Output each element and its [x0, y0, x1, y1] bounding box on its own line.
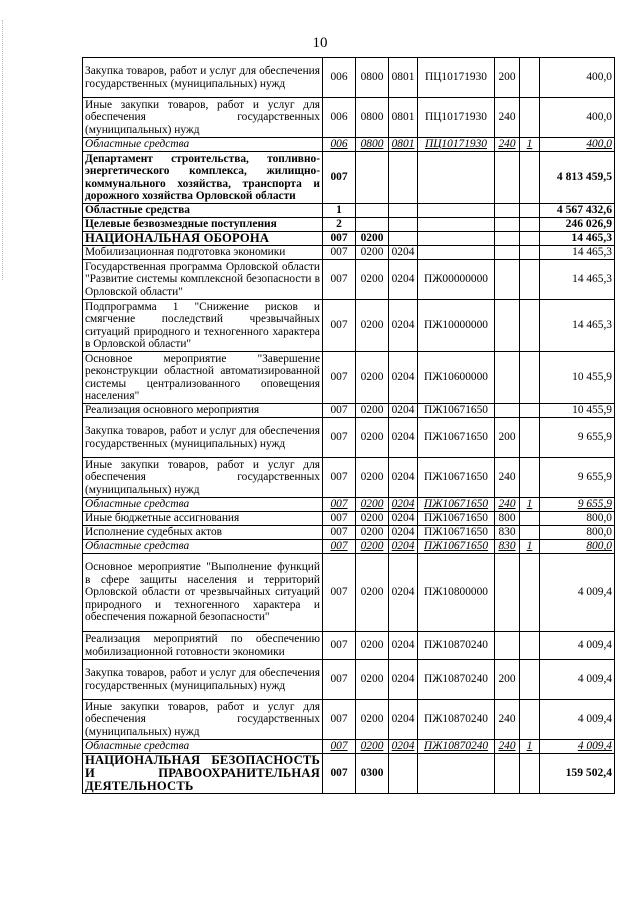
row-expense-kind [495, 632, 520, 660]
row-section-code [356, 204, 389, 218]
table-row [83, 152, 615, 204]
row-target-article: ПЖ10671650 [418, 512, 495, 526]
row-org-code: 1 [323, 204, 356, 218]
row-expense-kind: 240 [495, 138, 520, 152]
row-amount: 400,0 [540, 98, 615, 138]
row-funding-source [520, 660, 540, 700]
row-org-code: 007 [323, 498, 356, 512]
row-expense-kind: 240 [495, 700, 520, 740]
row-subsection-code: 0801 [389, 98, 418, 138]
row-section-code: 0200 [356, 404, 389, 418]
table-row [83, 418, 615, 458]
row-target-article: ПЖ10671650 [418, 418, 495, 458]
row-subsection-code: 0204 [389, 700, 418, 740]
row-amount: 10 455,9 [540, 404, 615, 418]
row-expense-kind: 200 [495, 418, 520, 458]
row-expense-kind [495, 246, 520, 260]
row-subsection-code: 0204 [389, 660, 418, 700]
row-expense-kind: 240 [495, 498, 520, 512]
row-subsection-code: 0204 [389, 246, 418, 260]
table-row [83, 98, 615, 138]
row-subsection-code: 0801 [389, 58, 418, 98]
row-name: Целевые безвозмездные поступления [83, 218, 323, 232]
row-funding-source [520, 700, 540, 740]
row-org-code: 007 [323, 404, 356, 418]
row-section-code: 0200 [356, 740, 389, 754]
table-row [83, 352, 615, 404]
row-subsection-code: 0204 [389, 300, 418, 352]
row-funding-source: 1 [520, 138, 540, 152]
row-name: Закупка товаров, работ и услуг для обеспечения государственных (муниципальных) нужд [83, 58, 323, 98]
row-target-article [418, 246, 495, 260]
table-row [83, 540, 615, 554]
row-org-code: 007 [323, 352, 356, 404]
row-name: Основное мероприятие "Выполнение функций в сфере защиты населения и территорий Орловской области от чрезвычайных ситуаций природного и техногенного характера и обеспечения пожарной безопасности" [83, 554, 323, 632]
row-funding-source: 1 [520, 540, 540, 554]
row-target-article: ПЖ10600000 [418, 352, 495, 404]
row-target-article: ПЖ10671650 [418, 540, 495, 554]
table-row [83, 58, 615, 98]
row-subsection-code: 0204 [389, 418, 418, 458]
table-row [83, 404, 615, 418]
row-amount: 10 455,9 [540, 352, 615, 404]
table-row [83, 526, 615, 540]
table-row [83, 232, 615, 246]
table-row [83, 512, 615, 526]
row-expense-kind: 240 [495, 740, 520, 754]
row-expense-kind [495, 352, 520, 404]
row-target-article [418, 232, 495, 246]
row-funding-source [520, 754, 540, 794]
row-target-article: ПЖ10870240 [418, 700, 495, 740]
row-amount: 246 026,9 [540, 218, 615, 232]
row-org-code: 007 [323, 700, 356, 740]
row-funding-source [520, 260, 540, 300]
row-name: Иные закупки товаров, работ и услуг для обеспечения государственных (муниципальных) нужд [83, 700, 323, 740]
row-name: Областные средства [83, 540, 323, 554]
row-org-code: 007 [323, 458, 356, 498]
row-target-article: ПЖ10870240 [418, 632, 495, 660]
row-section-code: 0200 [356, 300, 389, 352]
row-section-code [356, 152, 389, 204]
row-subsection-code: 0204 [389, 740, 418, 754]
row-subsection-code: 0801 [389, 138, 418, 152]
row-expense-kind [495, 754, 520, 794]
table-row [83, 246, 615, 260]
row-expense-kind: 240 [495, 98, 520, 138]
row-subsection-code [389, 218, 418, 232]
row-target-article: ПЖ10671650 [418, 404, 495, 418]
budget-table-body [83, 58, 615, 794]
row-expense-kind [495, 218, 520, 232]
row-expense-kind [495, 260, 520, 300]
row-target-article [418, 152, 495, 204]
row-org-code: 006 [323, 58, 356, 98]
row-funding-source [520, 352, 540, 404]
row-target-article: ПЖ10800000 [418, 554, 495, 632]
row-funding-source [520, 58, 540, 98]
row-name: Подпрограмма 1 "Снижение рисков и смягчение последствий чрезвычайных ситуаций природного и техногенного характера в Орловской области" [83, 300, 323, 352]
row-expense-kind: 200 [495, 660, 520, 700]
row-subsection-code: 0204 [389, 554, 418, 632]
row-target-article: ПЖ10671650 [418, 498, 495, 512]
table-row [83, 218, 615, 232]
row-amount: 9 655,9 [540, 458, 615, 498]
scan-edge-marks [2, 20, 6, 280]
row-amount: 4 813 459,5 [540, 152, 615, 204]
table-row [83, 632, 615, 660]
row-funding-source [520, 458, 540, 498]
row-amount: 4 009,4 [540, 660, 615, 700]
table-row [83, 300, 615, 352]
row-amount: 800,0 [540, 540, 615, 554]
row-org-code: 007 [323, 246, 356, 260]
row-org-code: 006 [323, 138, 356, 152]
row-expense-kind [495, 554, 520, 632]
table-row [83, 260, 615, 300]
row-section-code: 0200 [356, 458, 389, 498]
row-subsection-code: 0204 [389, 540, 418, 554]
row-org-code: 007 [323, 512, 356, 526]
row-section-code: 0200 [356, 246, 389, 260]
row-name: Государственная программа Орловской области "Развитие системы комплексной безопасности в Орловской области" [83, 260, 323, 300]
row-funding-source [520, 218, 540, 232]
row-expense-kind [495, 152, 520, 204]
row-funding-source [520, 554, 540, 632]
table-row [83, 498, 615, 512]
row-subsection-code: 0204 [389, 512, 418, 526]
row-subsection-code: 0204 [389, 526, 418, 540]
row-section-code: 0200 [356, 498, 389, 512]
row-section-code: 0200 [356, 540, 389, 554]
row-expense-kind: 830 [495, 540, 520, 554]
row-amount: 800,0 [540, 526, 615, 540]
row-amount: 14 465,3 [540, 260, 615, 300]
table-row [83, 754, 615, 794]
row-target-article: ПЖ10870240 [418, 740, 495, 754]
row-name: Иные бюджетные ассигнования [83, 512, 323, 526]
row-expense-kind [495, 404, 520, 418]
row-section-code: 0200 [356, 660, 389, 700]
row-target-article: ПЖ10671650 [418, 458, 495, 498]
row-expense-kind: 200 [495, 58, 520, 98]
row-name: НАЦИОНАЛЬНАЯ БЕЗОПАСНОСТЬ И ПРАВООХРАНИТЕЛЬНАЯ ДЕЯТЕЛЬНОСТЬ [83, 754, 323, 794]
row-section-code: 0200 [356, 352, 389, 404]
row-funding-source [520, 526, 540, 540]
row-amount: 4 567 432,6 [540, 204, 615, 218]
row-amount: 9 655,9 [540, 418, 615, 458]
row-name: Закупка товаров, работ и услуг для обеспечения государственных (муниципальных) нужд [83, 660, 323, 700]
row-amount: 4 009,4 [540, 632, 615, 660]
row-expense-kind [495, 204, 520, 218]
row-org-code: 007 [323, 260, 356, 300]
row-section-code: 0300 [356, 754, 389, 794]
row-funding-source: 1 [520, 498, 540, 512]
row-name: Областные средства [83, 204, 323, 218]
row-funding-source [520, 232, 540, 246]
row-subsection-code [389, 152, 418, 204]
row-amount: 9 655,9 [540, 498, 615, 512]
row-target-article: ПЖ10870240 [418, 660, 495, 700]
row-subsection-code [389, 754, 418, 794]
row-section-code: 0200 [356, 512, 389, 526]
row-section-code: 0200 [356, 232, 389, 246]
table-row [83, 700, 615, 740]
row-section-code: 0200 [356, 526, 389, 540]
row-funding-source [520, 632, 540, 660]
row-funding-source [520, 204, 540, 218]
row-name: Областные средства [83, 740, 323, 754]
row-funding-source [520, 98, 540, 138]
row-target-article: ПЦ10171930 [418, 58, 495, 98]
row-target-article: ПЖ00000000 [418, 260, 495, 300]
row-section-code: 0800 [356, 98, 389, 138]
row-name: Закупка товаров, работ и услуг для обеспечения государственных (муниципальных) нужд [83, 418, 323, 458]
row-amount: 159 502,4 [540, 754, 615, 794]
row-amount: 14 465,3 [540, 300, 615, 352]
row-section-code: 0200 [356, 554, 389, 632]
table-row [83, 138, 615, 152]
table-row [83, 740, 615, 754]
row-name: Иные закупки товаров, работ и услуг для обеспечения государственных (муниципальных) нужд [83, 98, 323, 138]
row-subsection-code [389, 204, 418, 218]
row-name: Исполнение судебных актов [83, 526, 323, 540]
table-row [83, 458, 615, 498]
row-org-code: 007 [323, 554, 356, 632]
row-expense-kind [495, 300, 520, 352]
row-org-code: 007 [323, 632, 356, 660]
row-section-code: 0200 [356, 260, 389, 300]
row-name: Мобилизационная подготовка экономики [83, 246, 323, 260]
row-org-code: 007 [323, 540, 356, 554]
row-amount: 14 465,3 [540, 232, 615, 246]
row-funding-source [520, 404, 540, 418]
row-name: Иные закупки товаров, работ и услуг для обеспечения государственных (муниципальных) нужд [83, 458, 323, 498]
row-name: Реализация мероприятий по обеспечению мобилизационной готовности экономики [83, 632, 323, 660]
row-subsection-code: 0204 [389, 458, 418, 498]
row-name: Реализация основного мероприятия [83, 404, 323, 418]
row-amount: 4 009,4 [540, 700, 615, 740]
row-subsection-code: 0204 [389, 498, 418, 512]
row-subsection-code: 0204 [389, 352, 418, 404]
row-section-code: 0200 [356, 632, 389, 660]
row-amount: 14 465,3 [540, 246, 615, 260]
row-funding-source [520, 512, 540, 526]
row-amount: 400,0 [540, 58, 615, 98]
row-expense-kind [495, 232, 520, 246]
row-subsection-code [389, 232, 418, 246]
row-org-code: 007 [323, 526, 356, 540]
row-name: Областные средства [83, 498, 323, 512]
row-subsection-code: 0204 [389, 404, 418, 418]
row-funding-source [520, 418, 540, 458]
row-subsection-code: 0204 [389, 632, 418, 660]
row-funding-source: 1 [520, 740, 540, 754]
row-funding-source [520, 300, 540, 352]
row-org-code: 007 [323, 300, 356, 352]
row-org-code: 007 [323, 740, 356, 754]
row-section-code [356, 218, 389, 232]
row-name: Основное мероприятие "Завершение реконструкции областной автоматизированной системы централизованного оповещения населения" [83, 352, 323, 404]
row-target-article: ПЖ10671650 [418, 526, 495, 540]
row-target-article: ПЖ10000000 [418, 300, 495, 352]
page-number: 10 [312, 35, 328, 51]
row-section-code: 0200 [356, 700, 389, 740]
row-name: Областные средства [83, 138, 323, 152]
row-org-code: 007 [323, 660, 356, 700]
row-funding-source [520, 152, 540, 204]
row-name: Департамент строительства, топливно-энергетического комплекса, жилищно-коммунального хозяйства, транспорта и дорожного хозяйства Орловской области [83, 152, 323, 204]
row-target-article: ПЦ10171930 [418, 138, 495, 152]
row-org-code: 2 [323, 218, 356, 232]
table-row [83, 204, 615, 218]
row-org-code: 007 [323, 152, 356, 204]
row-section-code: 0800 [356, 58, 389, 98]
row-amount: 400,0 [540, 138, 615, 152]
row-funding-source [520, 246, 540, 260]
row-amount: 800,0 [540, 512, 615, 526]
row-target-article: ПЦ10171930 [418, 98, 495, 138]
row-target-article [418, 754, 495, 794]
row-target-article [418, 204, 495, 218]
row-section-code: 0200 [356, 418, 389, 458]
row-subsection-code: 0204 [389, 260, 418, 300]
row-org-code: 007 [323, 418, 356, 458]
row-name: НАЦИОНАЛЬНАЯ ОБОРОНА [83, 232, 323, 246]
row-expense-kind: 800 [495, 512, 520, 526]
row-org-code: 007 [323, 754, 356, 794]
row-amount: 4 009,4 [540, 554, 615, 632]
row-expense-kind: 830 [495, 526, 520, 540]
row-target-article [418, 218, 495, 232]
row-amount: 4 009,4 [540, 740, 615, 754]
row-org-code: 006 [323, 98, 356, 138]
row-org-code: 007 [323, 232, 356, 246]
row-expense-kind: 240 [495, 458, 520, 498]
budget-table [82, 57, 615, 794]
table-row [83, 554, 615, 632]
row-section-code: 0800 [356, 138, 389, 152]
table-row [83, 660, 615, 700]
